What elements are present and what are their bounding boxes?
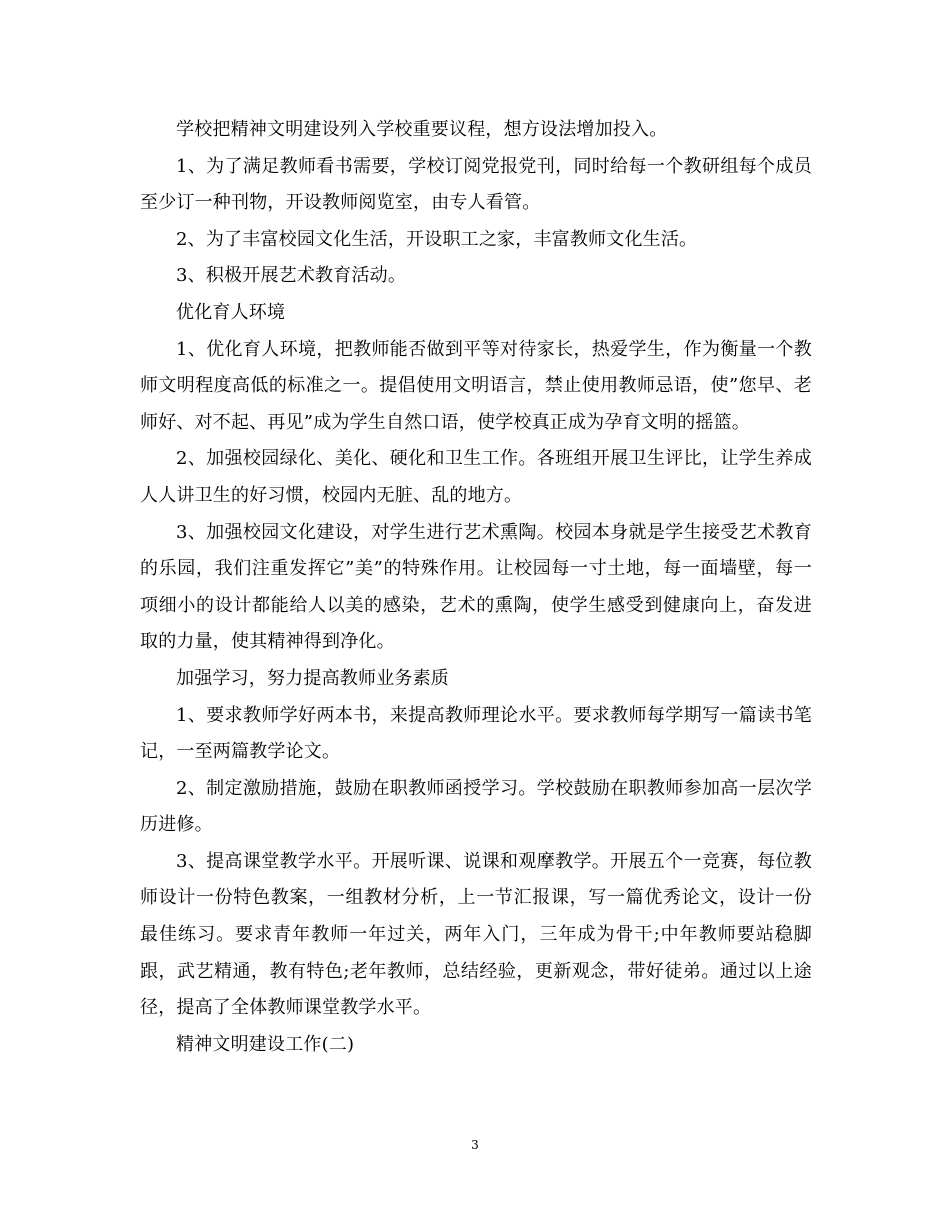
section-heading-environment: 优化育人环境 — [176, 301, 286, 323]
paragraph-item-art: 3、积极开展艺术教育活动。 — [176, 265, 407, 287]
paragraph-item-study-2: 2、制定激励措施，鼓励在职教师函授学习。学校鼓励在职教师参加高一层次学历进修。 — [140, 777, 812, 836]
paragraph-item-culture: 2、为了丰富校园文化生活，开设职工之家，丰富教师文化生活。 — [176, 228, 698, 250]
paragraph-item-environment-1: 1、优化育人环境，把教师能否做到平等对待家长，热爱学生，作为衡量一个教师文明程度高低的标准之一。提倡使用文明语言，禁止使用教师忌语，使”您早、老师好、对不起、再见”成为学生自然口语，使学校真正成为孕育文明的摇篮。 — [140, 338, 812, 433]
paragraph-item-environment-3: 3、加强校园文化建设，对学生进行艺术熏陶。校园本身就是学生接受艺术教育的乐园，我们注重发挥它”美”的特殊作用。让校园每一寸土地，每一面墙壁，每一项细小的设计都能给人以美的感染，艺术的熏陶，使学生感受到健康向上，奋发进取的力量，使其精神得到净化。 — [140, 521, 812, 653]
section-heading-study: 加强学习，努力提高教师业务素质 — [176, 667, 449, 689]
section-heading-part-two: 精神文明建设工作(二) — [176, 1033, 355, 1055]
paragraph-intro: 学校把精神文明建设列入学校重要议程，想方设法增加投入。 — [176, 119, 668, 140]
paragraph-item-study-3: 3、提高课堂教学水平。开展听课、说课和观摩教学。开展五个一竞赛，每位教师设计一份特色教案，一组教材分析，上一节汇报课，写一篇优秀论文，设计一份最佳练习。要求青年教师一年过关，两年入门，三年成为骨干;中年教师要站稳脚跟，武艺精通，教有特色;老年教师，总结经验，更新观念，带好徒弟。通过以上途径，提高了全体教师课堂教学水平。 — [140, 850, 812, 1019]
page-number: 3 — [471, 1138, 479, 1152]
paragraph-item-study-1: 1、要求教师学好两本书，来提高教师理论水平。要求教师每学期写一篇读书笔记，一至两篇教学论文。 — [140, 704, 812, 763]
document-body — [140, 112, 812, 1063]
paragraph-item-environment-2: 2、加强校园绿化、美化、硬化和卫生工作。各班组开展卫生评比，让学生养成人人讲卫生的好习惯，校园内无脏、乱的地方。 — [140, 448, 812, 506]
paragraph-item-reading: 1、为了满足教师看书需要，学校订阅党报党刊，同时给每一个教研组每个成员至少订一种刊物，开设教师阅览室，由专人看管。 — [140, 155, 812, 214]
